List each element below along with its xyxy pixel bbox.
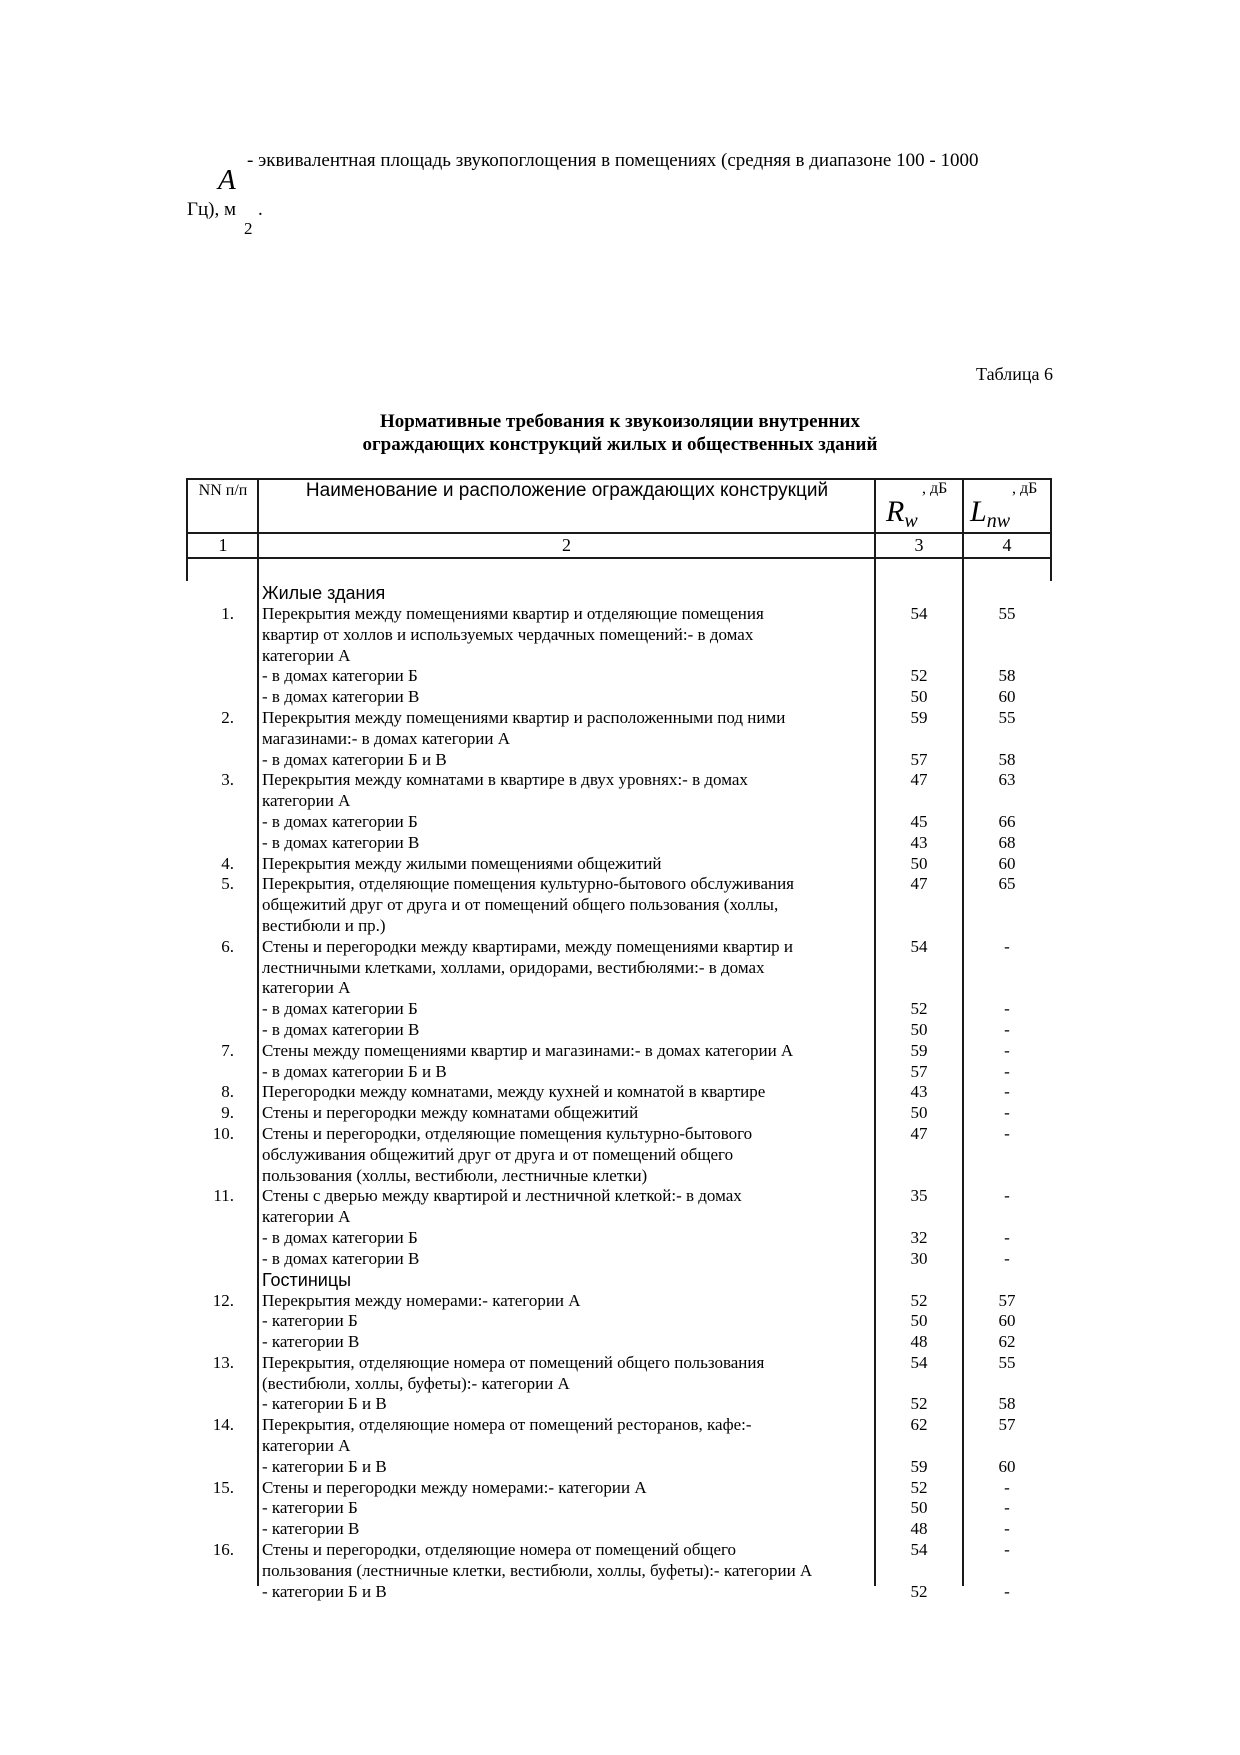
row-number: 13. xyxy=(212,1352,234,1372)
row-description: - категории Б и В xyxy=(262,1456,387,1476)
row-description: Перекрытия между комнатами в квартире в двух уровнях:- в домах xyxy=(262,770,748,790)
row-description: - в домах категории Б и В xyxy=(262,1061,447,1081)
row-description: Перекрытия между помещениями квартир и расположенными под ними xyxy=(262,707,786,727)
row-lnw-value: 62 xyxy=(998,1332,1016,1352)
row-description: Перекрытия между номерами:- категории А xyxy=(262,1290,581,1310)
row-number: 7. xyxy=(221,1040,234,1060)
row-description: Стены между помещениями квартир и магазинами:- в домах категории А xyxy=(262,1040,794,1060)
row-description: вестибюли и пр.) xyxy=(262,915,386,935)
row-number xyxy=(0,1374,240,1395)
row-description: - категории Б xyxy=(262,1498,358,1518)
row-rw-value: 52 xyxy=(910,666,928,686)
row-number xyxy=(0,791,240,812)
row-lnw-value: - xyxy=(1004,1581,1010,1601)
table-row xyxy=(0,1582,1240,1603)
grid-numbers-bottom xyxy=(186,557,1052,559)
section-header-row xyxy=(0,583,1240,604)
row-lnw-value: 60 xyxy=(998,687,1016,707)
row-description: Стены и перегородки, отделяющие номера от помещений общего xyxy=(262,1540,737,1560)
definition-period: . xyxy=(258,199,263,220)
table-row xyxy=(0,1561,1240,1582)
row-description: Стены и перегородки между комнатами общежитий xyxy=(262,1103,639,1123)
row-number xyxy=(0,729,240,750)
table-row xyxy=(0,687,1240,708)
table-row xyxy=(0,1394,1240,1415)
row-lnw-value: - xyxy=(1004,1040,1010,1060)
row-number xyxy=(0,1582,240,1603)
rw-subscript: w xyxy=(904,510,918,532)
row-description: - в домах категории Б xyxy=(262,1227,418,1247)
table-row xyxy=(0,1124,1240,1145)
column-number-4: 4 xyxy=(1002,535,1012,555)
header-nn: NN п/п xyxy=(198,482,248,499)
row-number xyxy=(0,666,240,687)
row-number xyxy=(0,583,240,604)
table-row xyxy=(0,1436,1240,1457)
row-lnw-value: 58 xyxy=(998,1394,1016,1414)
row-lnw-value: 65 xyxy=(998,874,1016,894)
table-body xyxy=(0,583,1240,1602)
row-description: (вестибюли, холлы, буфеты):- категории А xyxy=(262,1373,570,1393)
lnw-letter: L xyxy=(970,495,987,528)
row-number xyxy=(0,1270,240,1291)
table-row xyxy=(0,1478,1240,1499)
row-description: категории А xyxy=(262,791,351,811)
row-description: Перекрытия между жилыми помещениями общежитий xyxy=(262,853,662,873)
row-rw-value: 50 xyxy=(910,1103,928,1123)
table-row xyxy=(0,978,1240,999)
row-description: обслуживания общежитий друг от друга и от помещений общего xyxy=(262,1144,734,1164)
row-description: Перекрытия, отделяющие номера от помещений общего пользования xyxy=(262,1352,765,1372)
row-description: Стены и перегородки между номерами:- категории А xyxy=(262,1477,647,1497)
row-description: - категории Б и В xyxy=(262,1394,387,1414)
row-number xyxy=(0,1207,240,1228)
row-description: Стены и перегородки, отделяющие помещения культурно-бытового xyxy=(262,1123,753,1143)
row-description: Гостиницы xyxy=(262,1269,352,1290)
row-rw-value: 52 xyxy=(910,1290,928,1310)
row-lnw-value: - xyxy=(1004,1123,1010,1143)
row-lnw-value: - xyxy=(1004,1227,1010,1247)
table-row xyxy=(0,1020,1240,1041)
table-row xyxy=(0,604,1240,625)
row-number xyxy=(0,999,240,1020)
row-lnw-value: 55 xyxy=(998,707,1016,727)
table-row xyxy=(0,791,1240,812)
row-number xyxy=(0,1457,240,1478)
row-description: - в домах категории Б xyxy=(262,999,418,1019)
row-number: 15. xyxy=(212,1477,234,1497)
row-number: 2. xyxy=(221,707,234,727)
table-row xyxy=(0,1498,1240,1519)
row-number xyxy=(0,625,240,646)
definition-text-line2: Гц), м xyxy=(187,199,237,220)
row-description: Перекрытия между помещениями квартир и отделяющие помещения xyxy=(262,604,764,623)
table-row xyxy=(0,999,1240,1020)
table-row xyxy=(0,625,1240,646)
table-row xyxy=(0,1415,1240,1436)
row-description: - в домах категории Б xyxy=(262,811,418,831)
row-rw-value: 43 xyxy=(910,832,928,852)
row-number: 1. xyxy=(221,604,234,623)
row-rw-value: 54 xyxy=(910,604,928,623)
row-number xyxy=(0,687,240,708)
row-rw-value: 54 xyxy=(910,1540,928,1560)
table-row xyxy=(0,1353,1240,1374)
column-number-2: 2 xyxy=(562,535,571,555)
row-rw-value: 54 xyxy=(910,1352,928,1372)
row-description: квартир от холлов и используемых чердачных помещений:- в домах xyxy=(262,624,754,644)
table-row xyxy=(0,1062,1240,1083)
table-row xyxy=(0,1374,1240,1395)
row-lnw-value: - xyxy=(1004,1540,1010,1560)
row-lnw-value: - xyxy=(1004,936,1010,956)
row-description: - в домах категории Б xyxy=(262,666,418,686)
row-lnw-value: 60 xyxy=(998,1311,1016,1331)
row-description: Жилые здания xyxy=(262,583,386,603)
row-rw-value: 43 xyxy=(910,1082,928,1102)
row-rw-value: 59 xyxy=(910,707,928,727)
table-row xyxy=(0,958,1240,979)
column-number-3: 3 xyxy=(914,535,924,555)
row-number xyxy=(0,750,240,771)
row-lnw-value: 66 xyxy=(998,811,1016,831)
row-rw-value: 62 xyxy=(910,1415,928,1435)
table-row xyxy=(0,708,1240,729)
row-description: - в домах категории В xyxy=(262,832,420,852)
row-number: 4. xyxy=(221,853,234,873)
row-rw-value: 47 xyxy=(910,874,928,894)
table-row xyxy=(0,1291,1240,1312)
row-number xyxy=(0,1519,240,1540)
row-rw-value: 47 xyxy=(910,1123,928,1143)
row-lnw-value: 55 xyxy=(998,1352,1016,1372)
row-lnw-value: - xyxy=(1004,1477,1010,1497)
row-description: магазинами:- в домах категории А xyxy=(262,728,511,748)
row-rw-value: 52 xyxy=(910,999,928,1019)
table-row xyxy=(0,874,1240,895)
table-row xyxy=(0,1249,1240,1270)
table-row xyxy=(0,646,1240,667)
row-number xyxy=(0,1166,240,1187)
column-number-1: 1 xyxy=(218,535,228,555)
row-description: - в домах категории В xyxy=(262,687,420,707)
row-number xyxy=(0,1062,240,1083)
row-description: Стены с дверью между квартирой и лестничной клеткой:- в домах xyxy=(262,1186,742,1206)
unit-superscript: 2 xyxy=(244,219,253,238)
row-number xyxy=(0,958,240,979)
table-row xyxy=(0,1103,1240,1124)
row-rw-value: 59 xyxy=(910,1456,928,1476)
row-number: 10. xyxy=(212,1123,234,1143)
row-description: лестничными клетками, холлами, оридорами, вестибюлями:- в домах xyxy=(262,957,765,977)
table-row xyxy=(0,1457,1240,1478)
row-lnw-value: - xyxy=(1004,1519,1010,1539)
row-description: общежитий друг от друга и от помещений общего пользования (холлы, xyxy=(262,895,779,915)
row-lnw-value: 60 xyxy=(998,853,1016,873)
row-lnw-value: 58 xyxy=(998,666,1016,686)
row-lnw-value: 57 xyxy=(998,1290,1016,1310)
table-row xyxy=(0,833,1240,854)
row-rw-value: 35 xyxy=(910,1186,928,1206)
table-row xyxy=(0,1228,1240,1249)
section-header-row xyxy=(0,1270,1240,1291)
row-rw-value: 48 xyxy=(910,1332,928,1352)
row-lnw-value: - xyxy=(1004,1248,1010,1268)
row-number: 16. xyxy=(212,1540,234,1560)
row-number: 3. xyxy=(221,770,234,790)
row-lnw-value: - xyxy=(1004,1103,1010,1123)
row-number: 12. xyxy=(212,1290,234,1310)
row-rw-value: 45 xyxy=(910,811,928,831)
table-row xyxy=(0,895,1240,916)
row-rw-value: 48 xyxy=(910,1519,928,1539)
header-name: Наименование и расположение ограждающих конструкций xyxy=(305,480,829,501)
table-row xyxy=(0,1145,1240,1166)
definition-text-line1: - эквивалентная площадь звукопоглощения в помещениях (средняя в диапазоне 100 - 1000 xyxy=(247,150,979,171)
row-lnw-value: - xyxy=(1004,999,1010,1019)
table-row xyxy=(0,1207,1240,1228)
header-rw-unit: , дБ xyxy=(922,480,948,497)
table-row xyxy=(0,854,1240,875)
row-rw-value: 57 xyxy=(910,1061,928,1081)
row-number xyxy=(0,1561,240,1582)
table-row xyxy=(0,1311,1240,1332)
row-lnw-value: 60 xyxy=(998,1456,1016,1476)
row-number: 6. xyxy=(221,936,234,956)
table-row xyxy=(0,729,1240,750)
row-lnw-value: - xyxy=(1004,1061,1010,1081)
row-rw-value: 54 xyxy=(910,936,928,956)
row-number xyxy=(0,812,240,833)
table-row xyxy=(0,1332,1240,1353)
row-number xyxy=(0,895,240,916)
row-number xyxy=(0,646,240,667)
row-rw-value: 50 xyxy=(910,687,928,707)
row-number xyxy=(0,1394,240,1415)
row-number xyxy=(0,1311,240,1332)
row-description: - в домах категории В xyxy=(262,1019,420,1039)
table-row xyxy=(0,937,1240,958)
table-row xyxy=(0,666,1240,687)
row-rw-value: 50 xyxy=(910,853,928,873)
row-rw-value: 57 xyxy=(910,749,928,769)
table-row xyxy=(0,1186,1240,1207)
row-description: категории А xyxy=(262,978,351,998)
row-description: - в домах категории Б и В xyxy=(262,749,447,769)
table-title-line1: Нормативные требования к звукоизоляции внутренних xyxy=(380,411,860,432)
row-description: Стены и перегородки между квартирами, между помещениями квартир и xyxy=(262,936,794,956)
row-number xyxy=(0,916,240,937)
row-rw-value: 52 xyxy=(910,1581,928,1601)
row-number: 8. xyxy=(221,1082,234,1102)
table-row xyxy=(0,916,1240,937)
row-lnw-value: 58 xyxy=(998,749,1016,769)
row-description: Перегородки между комнатами, между кухней и комнатой в квартире xyxy=(262,1082,766,1102)
header-rw-symbol xyxy=(886,495,918,533)
table-row xyxy=(0,1166,1240,1187)
row-number xyxy=(0,1249,240,1270)
row-rw-value: 59 xyxy=(910,1040,928,1060)
row-lnw-value: 63 xyxy=(998,770,1016,790)
row-rw-value: 50 xyxy=(910,1311,928,1331)
table-title xyxy=(0,410,1240,456)
row-number xyxy=(0,1436,240,1457)
row-description: пользования (лестничные клетки, вестибюли, холлы, буфеты):- категории А xyxy=(262,1560,813,1580)
header-lnw-symbol xyxy=(970,495,1010,533)
row-lnw-value: 57 xyxy=(998,1415,1016,1435)
row-number: 14. xyxy=(212,1415,234,1435)
table-row xyxy=(0,770,1240,791)
table-row xyxy=(0,1519,1240,1540)
row-rw-value: 47 xyxy=(910,770,928,790)
row-rw-value: 52 xyxy=(910,1477,928,1497)
row-description: Перекрытия, отделяющие помещения культурно-бытового обслуживания xyxy=(262,874,795,894)
row-number: 11. xyxy=(213,1186,234,1206)
row-number xyxy=(0,1498,240,1519)
table-title-line2: ограждающих конструкций жилых и общественных зданий xyxy=(362,434,878,455)
row-description: Перекрытия, отделяющие номера от помещений ресторанов, кафе:- xyxy=(262,1415,752,1435)
table-number: Таблица 6 xyxy=(976,364,1053,384)
row-description: - категории Б и В xyxy=(262,1581,387,1601)
row-lnw-value: - xyxy=(1004,1186,1010,1206)
lnw-subscript: nw xyxy=(986,510,1011,532)
row-number xyxy=(0,1332,240,1353)
table-row xyxy=(0,1082,1240,1103)
row-lnw-value: - xyxy=(1004,1498,1010,1518)
row-number xyxy=(0,1145,240,1166)
row-description: категории А xyxy=(262,1436,351,1456)
rw-letter: R xyxy=(886,495,905,528)
row-rw-value: 30 xyxy=(910,1248,928,1268)
row-number xyxy=(0,833,240,854)
table-row xyxy=(0,1041,1240,1062)
row-rw-value: 52 xyxy=(910,1394,928,1414)
row-lnw-value: - xyxy=(1004,1082,1010,1102)
row-description: пользования (холлы, вестибюли, лестничные клетки) xyxy=(262,1165,648,1185)
row-number: 9. xyxy=(221,1103,234,1123)
row-description: - категории Б xyxy=(262,1311,358,1331)
row-description: категории А xyxy=(262,1207,351,1227)
row-rw-value: 50 xyxy=(910,1498,928,1518)
row-number xyxy=(0,978,240,999)
grid-right-border xyxy=(1050,478,1052,581)
row-description: категории А xyxy=(262,645,351,665)
header-lnw-unit: , дБ xyxy=(1012,480,1038,497)
row-lnw-value: 68 xyxy=(998,832,1016,852)
row-rw-value: 50 xyxy=(910,1019,928,1039)
row-rw-value: 32 xyxy=(910,1227,928,1247)
table-row xyxy=(0,750,1240,771)
table-row xyxy=(0,1540,1240,1561)
row-number xyxy=(0,1228,240,1249)
symbol-a: A xyxy=(218,164,236,196)
row-number: 5. xyxy=(221,874,234,894)
row-lnw-value: - xyxy=(1004,1019,1010,1039)
row-description: - в домах категории В xyxy=(262,1248,420,1268)
grid-header-bottom xyxy=(186,532,1052,534)
row-lnw-value: 55 xyxy=(998,604,1016,623)
row-description: - категории В xyxy=(262,1519,360,1539)
row-description: - категории В xyxy=(262,1332,360,1352)
row-number xyxy=(0,1020,240,1041)
table-row xyxy=(0,812,1240,833)
